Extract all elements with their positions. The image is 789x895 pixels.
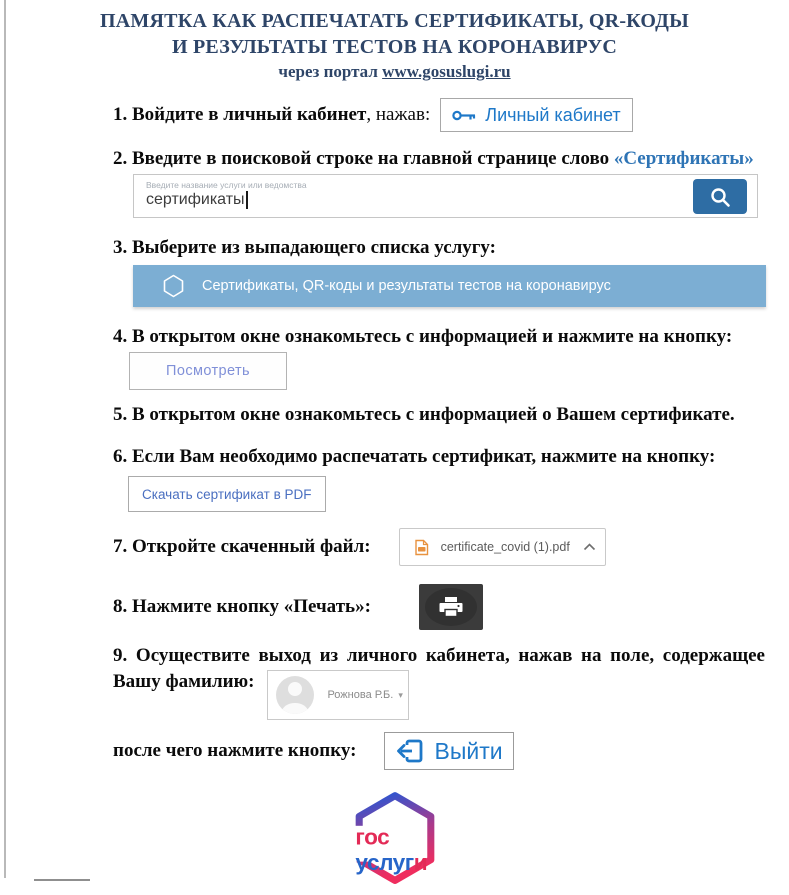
step-6	[113, 445, 765, 512]
step-3-label: 3. Выберите из выпадающего списка услугу:	[113, 237, 496, 258]
memo-title-line2: И РЕЗУЛЬТАТЫ ТЕСТОВ НА КОРОНАВИРУС	[172, 36, 617, 58]
step-9-row	[113, 670, 765, 720]
step-8-label: 8. Нажмите кнопку «Печать»:	[113, 596, 371, 617]
account-field[interactable]	[267, 670, 409, 720]
step-7	[113, 528, 765, 566]
memo-content	[113, 98, 765, 770]
logout-step	[113, 732, 765, 770]
search-button[interactable]	[693, 179, 747, 214]
step-2	[113, 147, 765, 218]
logout-step-label: после чего нажмите кнопку:	[113, 740, 357, 761]
search-icon	[709, 186, 731, 208]
logout-icon	[395, 737, 425, 765]
text-cursor	[246, 191, 248, 209]
dropdown-item-label: Сертификаты, QR-коды и результаты тестов на коронавирус	[202, 278, 611, 294]
step-1-label-rest: , нажав:	[366, 104, 431, 125]
step-7-label: 7. Откройте скаченный файл:	[113, 536, 371, 557]
download-pdf-button[interactable]: Скачать сертификат в PDF	[128, 476, 326, 512]
page-bottom-mark	[34, 879, 90, 881]
chevron-up-icon[interactable]	[583, 543, 596, 551]
downloaded-file-chip[interactable]	[399, 528, 606, 566]
view-button[interactable]: Посмотреть	[129, 352, 287, 390]
avatar-icon	[276, 676, 314, 714]
key-icon	[452, 108, 476, 123]
step-4	[113, 325, 765, 390]
downloaded-file-name: certificate_covid (1).pdf	[440, 540, 570, 554]
step-2-label-prefix: 2. Введите в поисковой строке на главной странице слово	[113, 148, 610, 169]
logo-word-uslug: услуг	[354, 850, 414, 876]
portal-url-link[interactable]: www.gosuslugi.ru	[382, 62, 511, 81]
search-placeholder: Введите название услуги или ведомства	[146, 180, 307, 190]
dropdown-caret-icon: ▾	[398, 689, 403, 700]
logout-button[interactable]	[384, 732, 514, 770]
step-5-label: 5. В открытом окне ознакомьтесь с информацией о Вашем сертификате.	[113, 404, 735, 425]
step-1-label-bold: 1. Войдите в личный кабинет	[113, 104, 367, 125]
memo-subtitle	[0, 60, 789, 84]
personal-cabinet-button[interactable]	[440, 98, 632, 132]
logo-word-gos: гос	[354, 824, 389, 850]
step-3	[113, 236, 765, 307]
search-value	[146, 191, 757, 209]
pdf-file-icon	[414, 539, 429, 556]
subtitle-prefix: через портал	[278, 62, 378, 81]
step-1	[113, 98, 765, 132]
step-4-label: 4. В открытом окне ознакомьтесь с информацией и нажмите на кнопку:	[113, 326, 733, 347]
logo-word-uslugi	[355, 850, 427, 875]
dropdown-suggestion-item[interactable]	[133, 265, 766, 307]
step-8	[113, 584, 765, 630]
hexagon-icon	[163, 274, 184, 298]
print-button[interactable]	[419, 584, 483, 630]
logout-button-label: Выйти	[434, 737, 503, 764]
step-9	[113, 644, 765, 720]
personal-cabinet-button-label: Личный кабинет	[485, 104, 621, 125]
step-2-label	[113, 147, 765, 171]
logo-letter-i: и	[413, 850, 427, 876]
step-2-label-highlight: «Сертификаты»	[613, 148, 754, 169]
gosuslugi-logo	[346, 788, 444, 890]
step-9-label-line2: Вашу фамилию:	[113, 671, 255, 692]
page-edge-line	[4, 0, 6, 878]
printer-icon	[438, 596, 464, 618]
memo-header	[0, 0, 789, 84]
account-name: Рожнова Р.Б.	[327, 689, 394, 701]
step-6-label: 6. Если Вам необходимо распечатать сертификат, нажмите на кнопку:	[113, 446, 716, 467]
search-input[interactable]	[133, 174, 758, 218]
step-1-label	[113, 103, 430, 127]
gosuslugi-logo-block	[0, 788, 789, 890]
step-9-label-line1: 9. Осуществите выход из личного кабинета, нажав на поле, содержащее	[113, 645, 765, 666]
memo-title-line1: ПАМЯТКА КАК РАСПЕЧАТАТЬ СЕРТИФИКАТЫ, QR-КОДЫ	[100, 10, 689, 32]
search-value-text: сертификаты	[146, 191, 245, 208]
